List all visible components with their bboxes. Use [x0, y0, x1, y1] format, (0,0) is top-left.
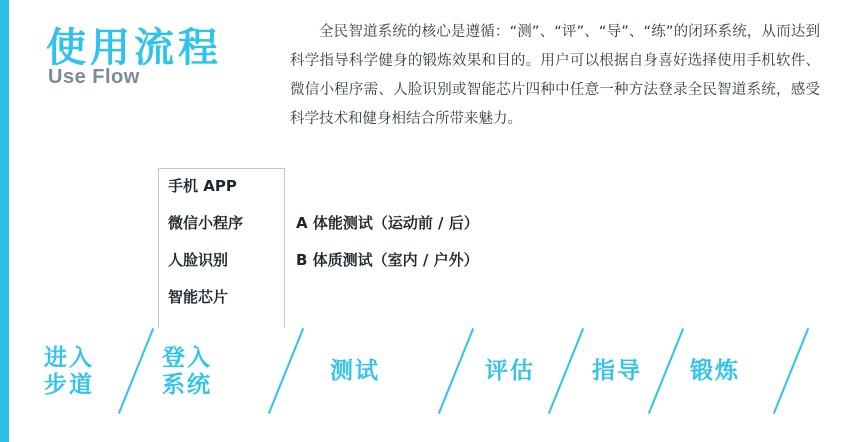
- stage-label-line1: 指导: [592, 358, 642, 384]
- intro-paragraph: 全民智道系统的核心是遵循：“测”、“评”、“导”、“练”的闭环系统，从而达到科学指导科学健身的锻炼效果和目的。用户可以根据自身喜好选择使用手机软件、微信小程序需、人脸识别或智能芯片四种中任意一种方法登录全民智道系统，感受科学技术和健身相结合所带来魅力。: [290, 24, 820, 127]
- stage-label-line1: 测试: [330, 358, 380, 384]
- list-item: A 体能测试（运动前 / 后）: [296, 214, 479, 232]
- stage-label-line1: 进入: [44, 345, 94, 371]
- test-types-list: [296, 205, 526, 279]
- stage-label-line1: 登入: [162, 345, 212, 371]
- stage-strip: [0, 325, 851, 415]
- connector-vertical-tests: [284, 168, 285, 328]
- stage-label-line1: 锻炼: [690, 358, 740, 384]
- list-item: 微信小程序: [168, 214, 244, 232]
- connector-vertical-methods: [158, 168, 159, 328]
- list-item: 人脸识别: [168, 251, 229, 269]
- page-title-cn: 使用流程: [46, 25, 222, 71]
- list-item: 手机 APP: [168, 177, 237, 195]
- stage-label-line1: 评估: [485, 358, 535, 384]
- login-methods-list: [168, 168, 278, 316]
- list-item: B 体质测试（室内 / 户外）: [296, 251, 479, 269]
- stage-label-line2: 系统: [162, 372, 212, 398]
- stage-label-line2: 步道: [44, 372, 94, 398]
- page-title-en: Use Flow: [48, 66, 140, 88]
- list-item: 智能芯片: [168, 288, 229, 306]
